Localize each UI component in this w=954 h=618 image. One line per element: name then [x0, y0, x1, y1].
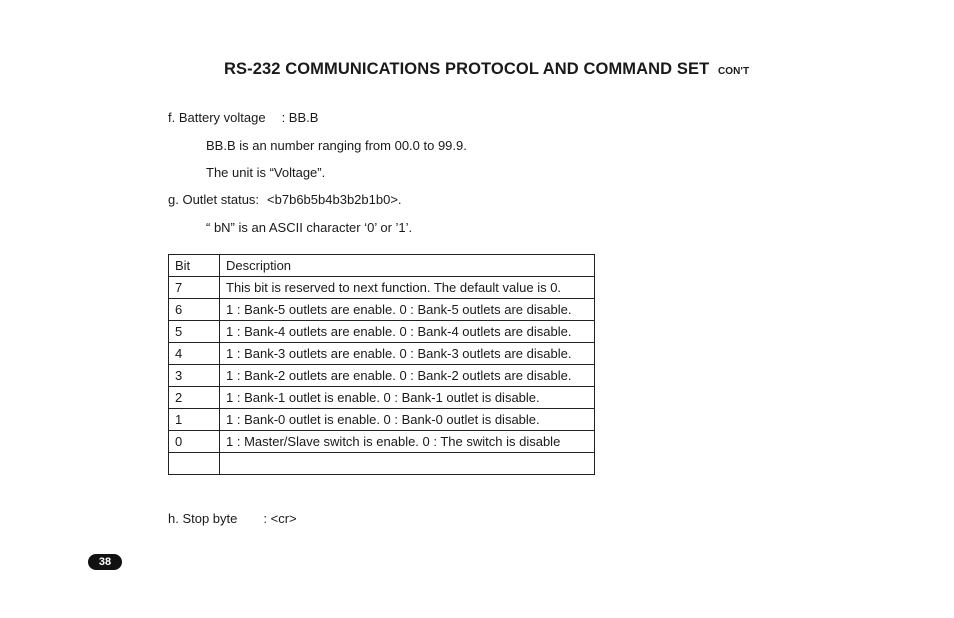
- header-description: Description: [220, 255, 595, 277]
- page-heading: [224, 60, 749, 79]
- description-cell: 1 : Bank-5 outlets are enable. 0 : Bank-5 outlets are disable.: [220, 299, 595, 321]
- table-row: [169, 387, 595, 409]
- table-row: [169, 343, 595, 365]
- bit-cell: 7: [169, 277, 220, 299]
- outlet-label: g. Outlet status:: [168, 192, 260, 207]
- table-row: [169, 365, 595, 387]
- bit-cell: [169, 453, 220, 475]
- battery-line: [168, 110, 318, 125]
- bit-cell: 4: [169, 343, 220, 365]
- table-header-row: [169, 255, 595, 277]
- stop-value: : <cr>: [263, 511, 297, 526]
- outlet-value: <b7b6b5b4b3b2b1b0>.: [267, 192, 402, 207]
- description-cell: 1 : Bank-2 outlets are enable. 0 : Bank-2 outlets are disable.: [220, 365, 595, 387]
- stop-line: [168, 511, 297, 526]
- bit-cell: 5: [169, 321, 220, 343]
- description-cell: 1 : Master/Slave switch is enable. 0 : The switch is disable: [220, 431, 595, 453]
- description-cell: 1 : Bank-1 outlet is enable. 0 : Bank-1 outlet is disable.: [220, 387, 595, 409]
- description-cell: 1 : Bank-4 outlets are enable. 0 : Bank-4 outlets are disable.: [220, 321, 595, 343]
- heading-title: RS-232 COMMUNICATIONS PROTOCOL AND COMMAND SET: [224, 60, 710, 78]
- description-cell: 1 : Bank-0 outlet is enable. 0 : Bank-0 outlet is disable.: [220, 409, 595, 431]
- description-cell: This bit is reserved to next function. The default value is 0.: [220, 277, 595, 299]
- bit-table: [168, 254, 595, 475]
- table-row: [169, 409, 595, 431]
- bit-cell: 6: [169, 299, 220, 321]
- header-bit: Bit: [169, 255, 220, 277]
- description-cell: 1 : Bank-3 outlets are enable. 0 : Bank-3 outlets are disable.: [220, 343, 595, 365]
- bit-cell: 3: [169, 365, 220, 387]
- heading-suffix: CON'T: [717, 66, 750, 77]
- battery-label: f. Battery voltage: [168, 110, 266, 125]
- bit-cell: 2: [169, 387, 220, 409]
- outlet-desc: “ bN” is an ASCII character ‘0’ or ’1’.: [206, 220, 413, 235]
- table-row: [169, 277, 595, 299]
- description-cell: [220, 453, 595, 475]
- table-row: [169, 321, 595, 343]
- battery-value: : BB.B: [281, 110, 319, 125]
- table-row: [169, 299, 595, 321]
- battery-desc-1: BB.B is an number ranging from 00.0 to 99.9.: [206, 138, 467, 153]
- stop-label: h. Stop byte: [168, 511, 238, 526]
- table-row: [169, 453, 595, 475]
- bit-cell: 1: [169, 409, 220, 431]
- page-number-badge: 38: [88, 554, 122, 570]
- bit-cell: 0: [169, 431, 220, 453]
- table-row: [169, 431, 595, 453]
- outlet-line: [168, 192, 402, 207]
- battery-desc-2: The unit is “Voltage”.: [206, 165, 326, 180]
